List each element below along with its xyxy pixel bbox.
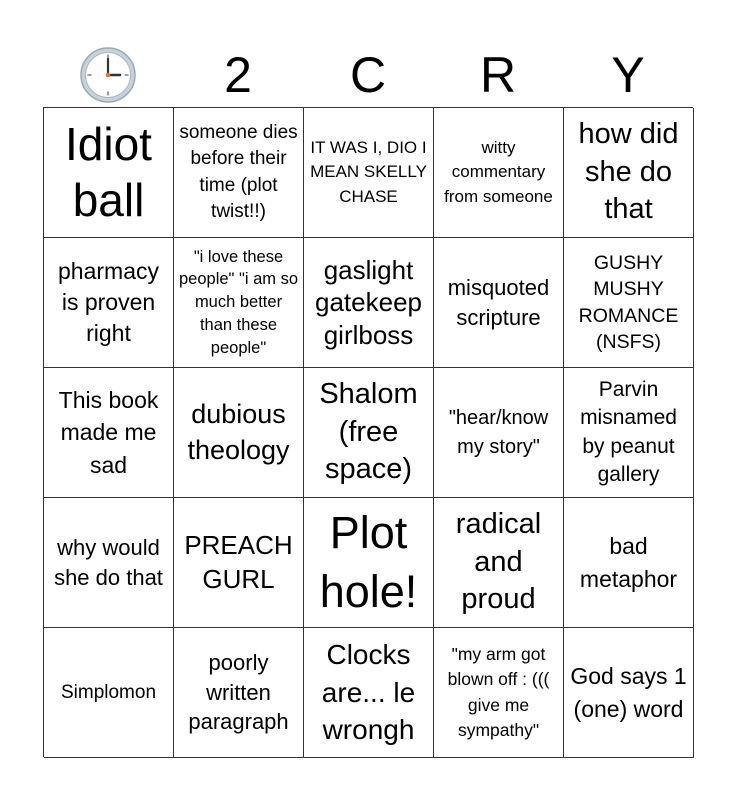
bingo-cell[interactable] <box>174 628 304 758</box>
bingo-header <box>43 44 693 106</box>
cell-text: PREACH GURL <box>184 529 293 594</box>
bingo-cell[interactable] <box>44 108 174 238</box>
bingo-cell[interactable] <box>564 238 694 368</box>
cell-text: "i love these people" "i am so much better than these people" <box>178 247 299 357</box>
bingo-cell[interactable] <box>174 498 304 628</box>
bingo-cell[interactable] <box>304 628 434 758</box>
cell-text: Idiot ball <box>65 118 152 226</box>
cell-text: how did she do that <box>578 117 679 226</box>
cell-text: poorly written paragraph <box>188 649 289 735</box>
bingo-cell[interactable] <box>304 368 434 498</box>
cell-text: bad metaphor <box>579 533 678 592</box>
bingo-cell[interactable] <box>564 108 694 238</box>
cell-text: This book made me sad <box>58 387 159 478</box>
bingo-cell[interactable] <box>304 498 434 628</box>
bingo-cell[interactable] <box>434 238 564 368</box>
cell-text: witty commentary from someone <box>444 137 553 206</box>
cell-text: misquoted scripture <box>447 274 550 330</box>
cell-text: "my arm got blown off : ((( give me sympathy" <box>447 643 550 740</box>
bingo-cell[interactable] <box>44 498 174 628</box>
cell-text: dubious theology <box>187 399 290 465</box>
bingo-cell[interactable] <box>564 628 694 758</box>
bingo-board <box>43 107 693 757</box>
bingo-cell[interactable] <box>44 628 174 758</box>
cell-text: someone dies before their time (plot twist!!) <box>179 122 298 222</box>
bingo-cell[interactable] <box>304 238 434 368</box>
header-letter-2: 2 <box>224 47 252 103</box>
cell-text: Parvin misnamed by peanut gallery <box>580 377 677 486</box>
bingo-cell[interactable] <box>434 628 564 758</box>
bingo-cell[interactable] <box>174 368 304 498</box>
bingo-cell[interactable] <box>434 498 564 628</box>
cell-text: Shalom (free space) <box>319 377 418 486</box>
bingo-cell[interactable] <box>174 108 304 238</box>
clock-icon <box>43 44 173 106</box>
cell-text: Simplomon <box>60 681 157 703</box>
bingo-cell[interactable] <box>564 498 694 628</box>
header-letter-c: C <box>349 47 387 103</box>
bingo-cell[interactable] <box>434 368 564 498</box>
cell-text: Clocks are... le wrongh <box>321 638 416 746</box>
bingo-cell[interactable] <box>174 238 304 368</box>
cell-text: God says 1 (one) word <box>570 663 687 722</box>
cell-text: gaslight gatekeep girlboss <box>315 254 422 350</box>
header-letter-y: Y <box>611 47 645 103</box>
cell-text: "hear/know my story" <box>448 406 549 458</box>
cell-text: radical and proud <box>455 507 542 616</box>
bingo-cell[interactable] <box>564 368 694 498</box>
cell-text: IT WAS I, DIO I MEAN SKELLY CHASE <box>310 137 427 206</box>
bingo-cell[interactable] <box>44 238 174 368</box>
cell-text: Plot hole! <box>319 507 418 617</box>
bingo-cell[interactable] <box>434 108 564 238</box>
cell-text: why would she do that <box>54 534 163 590</box>
bingo-cell[interactable] <box>304 108 434 238</box>
cell-text: GUSHY MUSHY ROMANCE (NSFS) <box>578 251 679 353</box>
header-letter-r: R <box>479 47 517 103</box>
bingo-cell[interactable] <box>44 368 174 498</box>
cell-text: pharmacy is proven right <box>58 257 159 347</box>
